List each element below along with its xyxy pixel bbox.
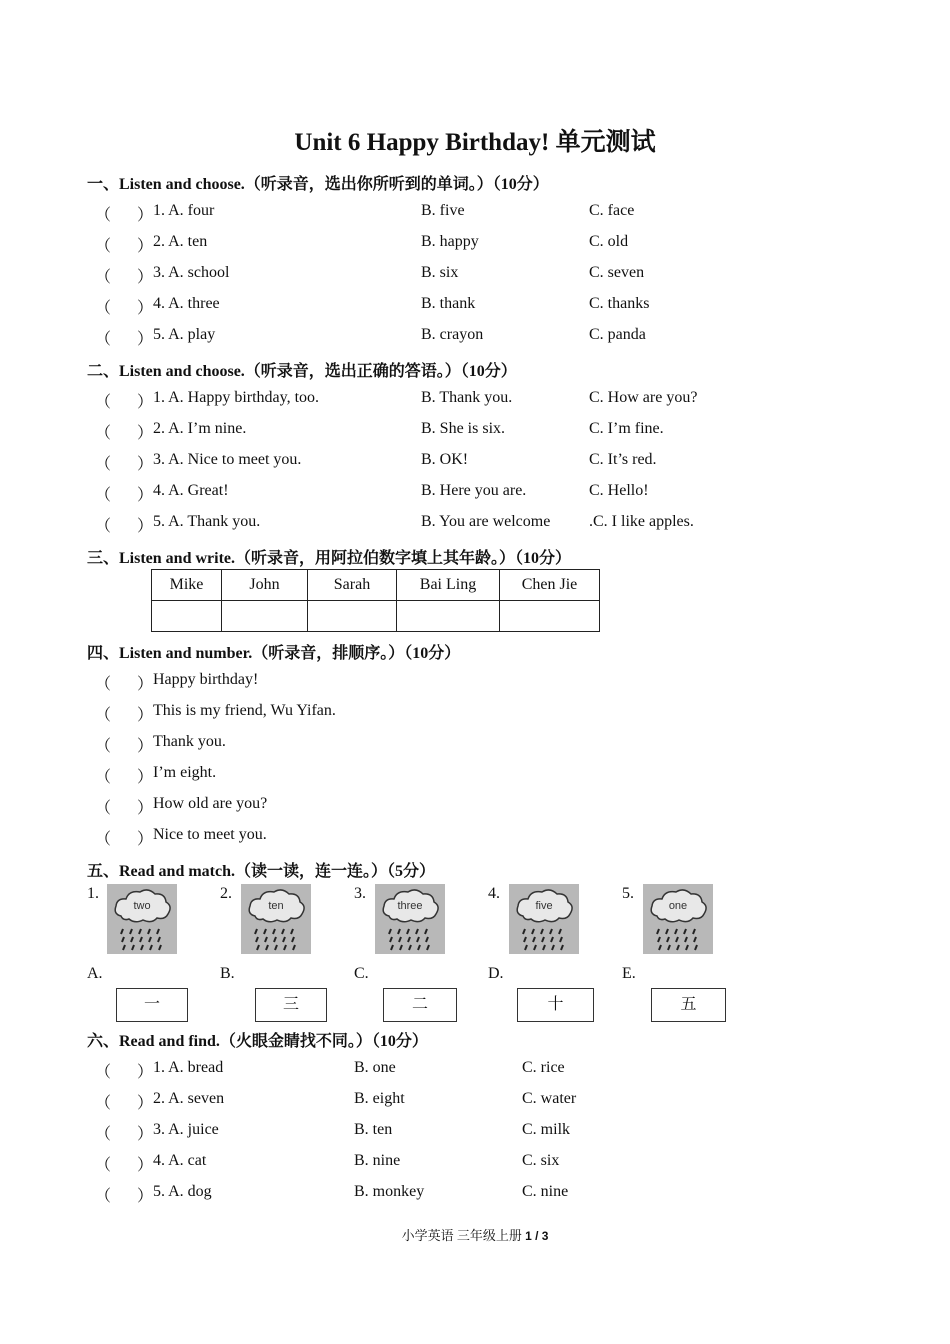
cloud-word: ten [268, 900, 284, 912]
option-b[interactable]: B. Here you are. [421, 482, 527, 499]
rain-cloud-picture[interactable] [241, 884, 311, 954]
order-row [0, 795, 950, 819]
answer-paren-close: ） [137, 1064, 154, 1081]
option-c[interactable]: C. Hello! [589, 482, 649, 499]
option-b[interactable]: B. She is six. [421, 420, 506, 437]
rain-cloud-icon [375, 884, 445, 954]
question-row [0, 1090, 950, 1114]
option-c[interactable]: C. How are you? [589, 389, 698, 406]
answer-paren-open[interactable]: （ [95, 769, 112, 786]
option-b[interactable]: B. You are welcome [421, 513, 551, 530]
age-answer-cell[interactable] [222, 601, 308, 632]
rain-cloud-picture[interactable] [107, 884, 177, 954]
section5-heading: 五、Read and match.（读一读，连一连。）（5分） [87, 863, 436, 880]
answer-paren-close: ） [137, 487, 154, 504]
option-c[interactable]: C. milk [522, 1121, 571, 1138]
answer-paren-close: ） [137, 518, 154, 535]
answer-paren-close: ） [137, 1095, 154, 1112]
section3-heading: 三、Listen and write.（听录音，用阿拉伯数字填上其年龄。）（10分） [87, 550, 572, 567]
answer-paren-close: ） [137, 769, 154, 786]
age-answer-cell[interactable] [397, 601, 500, 632]
option-a[interactable]: 4. A. cat [153, 1152, 207, 1169]
question-row [0, 482, 950, 506]
question-row [0, 389, 950, 413]
answer-paren-open[interactable]: （ [95, 707, 112, 724]
answer-paren-close: ） [137, 738, 154, 755]
match-letter: B. [220, 965, 235, 982]
option-a[interactable]: 2. A. ten [153, 233, 208, 250]
rain-cloud-picture[interactable] [509, 884, 579, 954]
rain-cloud-picture[interactable] [375, 884, 445, 954]
age-table-name: Mike [152, 570, 222, 601]
option-c[interactable]: .C. I like apples. [589, 513, 694, 530]
option-a[interactable]: 3. A. Nice to meet you. [153, 451, 302, 468]
answer-paren-close: ） [137, 238, 154, 255]
match-letter: A. [87, 965, 103, 982]
question-row [0, 233, 950, 257]
order-sentence: How old are you? [153, 795, 268, 812]
age-answer-cell[interactable] [500, 601, 600, 632]
cloud-word: five [535, 900, 553, 912]
age-table-name: John [222, 570, 308, 601]
question-row [0, 451, 950, 475]
answer-paren-open[interactable]: （ [95, 518, 112, 535]
answer-paren-close: ） [137, 831, 154, 848]
picture-number: 4. [488, 885, 500, 902]
section2-heading: 二、Listen and choose.（听录音，选出正确的答语。）（10分） [87, 363, 517, 380]
section1-heading: 一、Listen and choose.（听录音，选出你所听到的单词。）（10分） [87, 176, 549, 193]
option-c[interactable]: C. nine [522, 1183, 569, 1200]
answer-paren-close: ） [137, 707, 154, 724]
age-answer-cell[interactable] [308, 601, 397, 632]
picture-number: 2. [220, 885, 232, 902]
order-sentence: This is my friend, Wu Yifan. [153, 702, 336, 719]
option-b[interactable]: B. eight [354, 1090, 405, 1107]
option-b[interactable]: B. happy [421, 233, 479, 250]
order-row [0, 764, 950, 788]
option-a[interactable]: 2. A. I’m nine. [153, 420, 247, 437]
cloud-word: one [668, 900, 688, 912]
option-a[interactable]: 1. A. bread [153, 1059, 224, 1076]
answer-paren-open[interactable]: （ [95, 394, 112, 411]
option-b[interactable]: B. crayon [421, 326, 484, 343]
chinese-number-box[interactable]: 二 [383, 988, 457, 1022]
answer-paren-close: ） [137, 207, 154, 224]
option-a[interactable]: 4. A. Great! [153, 482, 229, 499]
answer-paren-open[interactable]: （ [95, 1157, 112, 1174]
section4-heading: 四、Listen and number.（听录音，排顺序。）（10分） [87, 645, 461, 662]
answer-paren-close: ） [137, 394, 154, 411]
option-c[interactable]: C. panda [589, 326, 646, 343]
order-row [0, 702, 950, 726]
answer-paren-close: ） [137, 676, 154, 693]
picture-number: 1. [87, 885, 99, 902]
order-sentence: Happy birthday! [153, 671, 259, 688]
answer-paren-close: ） [137, 1126, 154, 1143]
question-row [0, 202, 950, 226]
footer-text: 小学英语 三年级上册 [401, 1228, 522, 1243]
question-row [0, 1152, 950, 1176]
question-row [0, 420, 950, 444]
option-c[interactable]: C. face [589, 202, 635, 219]
answer-paren-close: ） [137, 456, 154, 473]
picture-number: 5. [622, 885, 634, 902]
answer-paren-open[interactable]: （ [95, 331, 112, 348]
order-sentence: I’m eight. [153, 764, 217, 781]
option-a[interactable]: 3. A. school [153, 264, 230, 281]
question-row [0, 1183, 950, 1207]
answer-paren-open[interactable]: （ [95, 487, 112, 504]
answer-paren-open[interactable]: （ [95, 1095, 112, 1112]
answer-paren-open[interactable]: （ [95, 1188, 112, 1205]
answer-paren-open[interactable]: （ [95, 831, 112, 848]
option-b[interactable]: B. one [354, 1059, 396, 1076]
chinese-number-box[interactable]: 五 [651, 988, 726, 1022]
rain-cloud-icon [107, 884, 177, 954]
answer-paren-close: ） [137, 269, 154, 286]
answer-paren-open[interactable]: （ [95, 1064, 112, 1081]
order-row [0, 733, 950, 757]
option-b[interactable]: B. nine [354, 1152, 401, 1169]
picture-number: 3. [354, 885, 366, 902]
answer-paren-open[interactable]: （ [95, 738, 112, 755]
answer-paren-open[interactable]: （ [95, 269, 112, 286]
answer-paren-close: ） [137, 1157, 154, 1174]
order-sentence: Nice to meet you. [153, 826, 267, 843]
age-answer-cell[interactable] [152, 601, 222, 632]
question-row [0, 1059, 950, 1083]
answer-paren-open[interactable]: （ [95, 207, 112, 224]
option-b[interactable]: B. OK! [421, 451, 469, 468]
option-b[interactable]: B. thank [421, 295, 476, 312]
answer-paren-close: ） [137, 1188, 154, 1205]
rain-cloud-picture[interactable] [643, 884, 713, 954]
answer-paren-open[interactable]: （ [95, 456, 112, 473]
match-letter: E. [622, 965, 636, 982]
page-title: Unit 6 Happy Birthday! 单元测试 [294, 129, 656, 156]
option-a[interactable]: 2. A. seven [153, 1090, 225, 1107]
option-b[interactable]: B. five [421, 202, 465, 219]
option-a[interactable]: 1. A. four [153, 202, 215, 219]
chinese-number-box[interactable]: 十 [517, 988, 594, 1022]
order-sentence: Thank you. [153, 733, 226, 750]
option-a[interactable]: 5. A. dog [153, 1183, 212, 1200]
rain-cloud-icon [241, 884, 311, 954]
match-letter: D. [488, 965, 504, 982]
page-footer [0, 1225, 950, 1244]
answer-paren-open[interactable]: （ [95, 1126, 112, 1143]
match-letter: C. [354, 965, 369, 982]
option-c[interactable]: C. seven [589, 264, 645, 281]
age-table-name: Bai Ling [397, 570, 500, 601]
option-b[interactable]: B. six [421, 264, 459, 281]
option-c[interactable]: C. I’m fine. [589, 420, 664, 437]
option-c[interactable]: C. six [522, 1152, 560, 1169]
option-c[interactable]: C. rice [522, 1059, 565, 1076]
answer-paren-open[interactable]: （ [95, 238, 112, 255]
age-table-name: Chen Jie [500, 570, 600, 601]
answer-paren-open[interactable]: （ [95, 425, 112, 442]
answer-paren-close: ） [137, 300, 154, 317]
section6-heading: 六、Read and find.（火眼金睛找不同。）（10分） [87, 1033, 428, 1050]
age-table [151, 569, 600, 632]
order-row [0, 671, 950, 695]
cloud-word: three [397, 900, 423, 912]
answer-paren-close: ） [137, 331, 154, 348]
option-c[interactable]: C. water [522, 1090, 577, 1107]
option-c[interactable]: C. It’s red. [589, 451, 657, 468]
age-table-answer-row [152, 601, 600, 632]
chinese-number-box[interactable]: 一 [116, 988, 188, 1022]
page-number: 1 / 3 [525, 1229, 549, 1243]
answer-paren-open[interactable]: （ [95, 300, 112, 317]
option-b[interactable]: B. ten [354, 1121, 393, 1138]
question-row [0, 1121, 950, 1145]
option-a[interactable]: 4. A. three [153, 295, 220, 312]
rain-cloud-icon [509, 884, 579, 954]
option-a[interactable]: 3. A. juice [153, 1121, 219, 1138]
age-table-name: Sarah [308, 570, 397, 601]
option-b[interactable]: B. Thank you. [421, 389, 513, 406]
question-row [0, 264, 950, 288]
option-c[interactable]: C. thanks [589, 295, 650, 312]
option-a[interactable]: 5. A. play [153, 326, 216, 343]
question-row [0, 326, 950, 350]
answer-paren-open[interactable]: （ [95, 676, 112, 693]
option-a[interactable]: 5. A. Thank you. [153, 513, 261, 530]
option-a[interactable]: 1. A. Happy birthday, too. [153, 389, 320, 406]
question-row [0, 513, 950, 537]
chinese-number-box[interactable]: 三 [255, 988, 327, 1022]
order-row [0, 826, 950, 850]
cloud-word: two [133, 900, 151, 912]
option-c[interactable]: C. old [589, 233, 629, 250]
age-table-header-row [152, 570, 600, 601]
question-row [0, 295, 950, 319]
answer-paren-close: ） [137, 425, 154, 442]
option-b[interactable]: B. monkey [354, 1183, 425, 1200]
answer-paren-open[interactable]: （ [95, 800, 112, 817]
rain-cloud-icon [643, 884, 713, 954]
answer-paren-close: ） [137, 800, 154, 817]
